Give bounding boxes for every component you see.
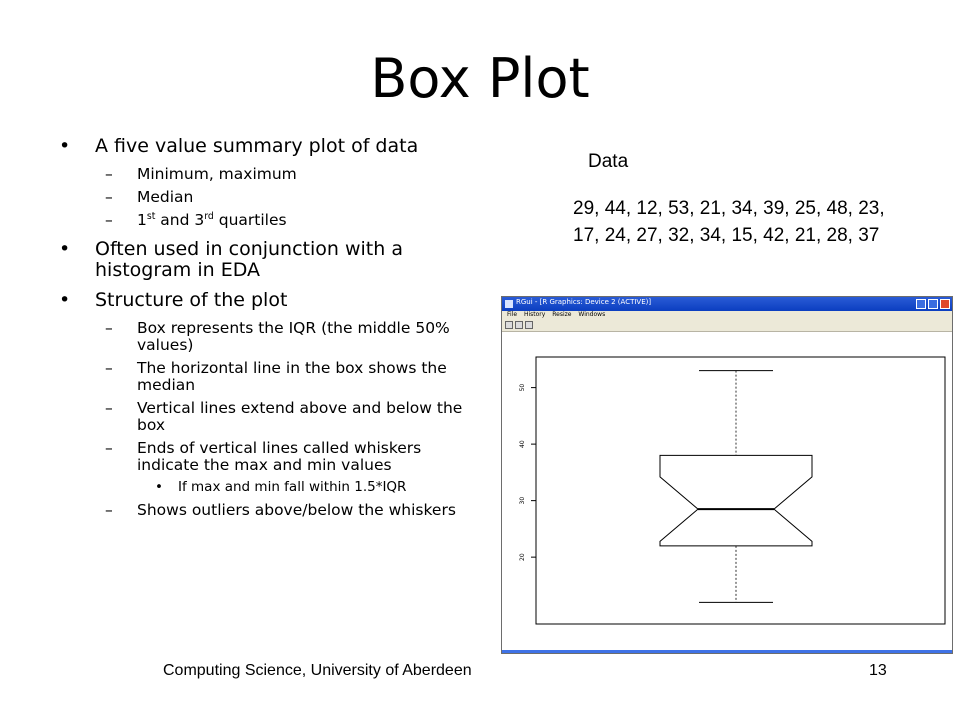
sub-bullet-item <box>55 360 475 394</box>
notched-box <box>660 455 812 545</box>
sub-sub-bullet-text: If max and min fall within 1.5*IQR <box>178 479 407 495</box>
dash-mark: – <box>105 188 113 206</box>
bullet-mark: • <box>155 479 163 495</box>
sub-bullet-item <box>55 166 475 183</box>
y-tick-label: 40 <box>519 440 526 448</box>
bullet-list <box>55 136 475 525</box>
bullet-item <box>55 136 475 157</box>
sub-bullet-item <box>55 212 475 229</box>
window-bottom-border <box>502 650 952 653</box>
box-plot-chart <box>502 297 953 654</box>
data-label: Data <box>588 151 629 172</box>
bullet-text: A five value summary plot of data <box>95 135 419 157</box>
sub-bullet-text: Box represents the IQR (the middle 50% values) <box>137 319 450 354</box>
bullet-text: Often used in conjunction with a histogram in EDA <box>95 238 403 281</box>
bullet-item <box>55 290 475 311</box>
footer-institution: Computing Science, University of Aberdeen <box>163 662 472 679</box>
r-graphics-window[interactable] <box>501 296 953 654</box>
dash-mark: – <box>105 211 113 229</box>
sub-bullet-text: The horizontal line in the box shows the median <box>137 359 447 394</box>
sub-bullet-text: Median <box>137 188 194 206</box>
bullet-text: Structure of the plot <box>95 289 288 311</box>
sub-bullet-text: Vertical lines extend above and below the box <box>137 399 463 434</box>
slide-number: 13 <box>869 662 887 679</box>
sub-bullet-text-rich: 1st and 3rd quartiles <box>137 210 287 229</box>
bullet-item <box>55 239 475 281</box>
dash-mark: – <box>105 501 113 519</box>
sub-sub-bullet-item <box>55 480 475 495</box>
menu-resize[interactable]: Resize <box>552 311 572 318</box>
sub-bullet-item <box>55 400 475 434</box>
dash-mark: – <box>105 319 113 337</box>
y-tick-label: 50 <box>519 383 526 392</box>
menu-windows[interactable]: Windows <box>578 311 606 318</box>
dash-mark: – <box>105 165 113 183</box>
sub-bullet-item <box>55 440 475 474</box>
bullet-mark: • <box>59 238 71 260</box>
sub-bullet-item <box>55 189 475 206</box>
y-tick-label: 30 <box>519 496 526 505</box>
dash-mark: – <box>105 399 113 417</box>
window-title: RGui - [R Graphics: Device 2 (ACTIVE)] <box>516 298 652 306</box>
sub-bullet-item <box>55 320 475 354</box>
y-tick-label: 20 <box>519 553 526 561</box>
data-values: 29, 44, 12, 53, 21, 34, 39, 25, 48, 23, 17, 24, 27, 32, 34, 15, 42, 21, 28, 37 <box>573 198 885 246</box>
sub-bullet-text: Minimum, maximum <box>137 165 297 183</box>
menu-history[interactable]: History <box>523 311 546 318</box>
bullet-mark: • <box>59 289 71 311</box>
dash-mark: – <box>105 439 113 457</box>
sub-bullet-text: Ends of vertical lines called whiskers indicate the max and min values <box>137 439 422 474</box>
menu-file[interactable]: File <box>507 311 518 318</box>
slide-title: Box Plot <box>370 47 590 110</box>
sub-bullet-text: Shows outliers above/below the whiskers <box>137 501 456 519</box>
bullet-mark: • <box>59 135 71 157</box>
dash-mark: – <box>105 359 113 377</box>
sub-bullet-item <box>55 502 475 519</box>
